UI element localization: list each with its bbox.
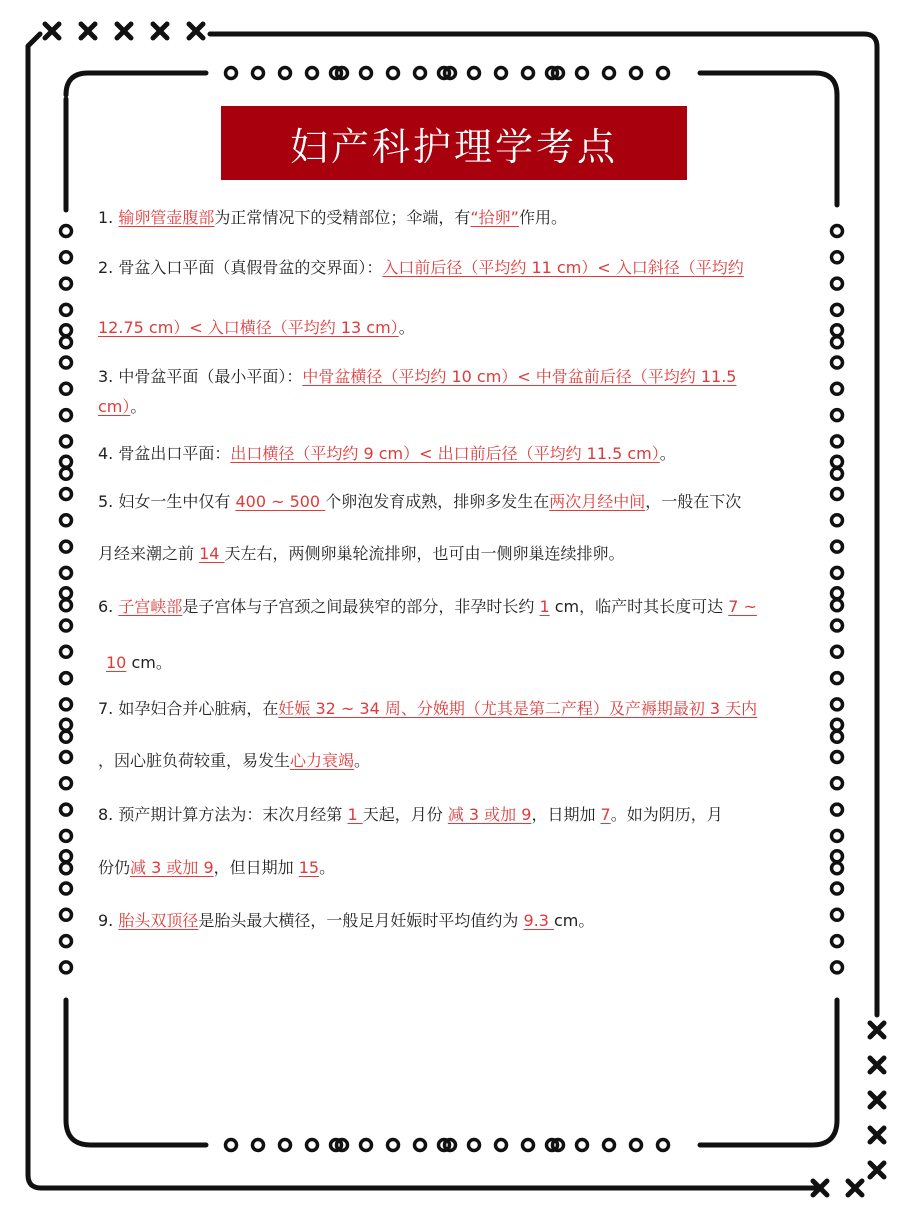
border-dot <box>832 909 843 920</box>
border-dot <box>253 68 264 79</box>
answer-blank: 1 <box>347 805 363 824</box>
border-dot <box>496 68 507 79</box>
border-dot <box>61 515 72 526</box>
list-item-continued: 份仍减 3 或加 9，但日期加 15。 <box>98 858 336 877</box>
border-dot <box>61 778 72 789</box>
border-dot <box>832 778 843 789</box>
border-dot <box>361 68 372 79</box>
answer-blank: 入口前后径（平均约 11 cm）< 入口斜径（平均约 <box>382 258 744 277</box>
border-dot <box>61 226 72 237</box>
border-dot <box>832 863 843 874</box>
border-dot <box>832 883 843 894</box>
border-dot <box>61 719 72 730</box>
border-dot <box>388 1140 399 1151</box>
border-dot <box>832 226 843 237</box>
list-item: 1. 输卵管壶腹部为正常情况下的受精部位；伞端，有“拾卵”作用。 <box>98 208 567 227</box>
list-item: 6. 子宫峡部是子宫体与子宫颈之间最狭窄的部分，非孕时长约 1 cm，临产时其长度可达 7 ~ <box>98 597 757 616</box>
answer-blank: 出口横径（平均约 9 cm）< 出口前后径（平均约 11.5 cm） <box>230 444 660 463</box>
border-dot <box>832 600 843 611</box>
answer-blank: 子宫峡部 <box>118 597 183 616</box>
border-dot <box>523 1140 534 1151</box>
cross-mark <box>870 1163 884 1177</box>
border-dot <box>61 468 72 479</box>
cross-mark <box>870 1023 884 1037</box>
cross-mark <box>870 1128 884 1142</box>
cross-mark <box>870 1093 884 1107</box>
border-dot <box>61 383 72 394</box>
border-dot <box>61 304 72 315</box>
border-dot <box>832 673 843 684</box>
border-dot <box>832 337 843 348</box>
border-dot <box>61 620 72 631</box>
border-dot <box>61 962 72 973</box>
border-dot <box>523 68 534 79</box>
list-item-continued: 10 cm。 <box>106 653 172 672</box>
border-dot <box>61 357 72 368</box>
border-dot <box>658 68 669 79</box>
border-dot <box>832 936 843 947</box>
list-item: 7. 如孕妇合并心脏病，在妊娠 32 ~ 34 周、分娩期（尤其是第二产程）及产褥期最初 3 天内 <box>98 699 758 718</box>
border-dot <box>415 1140 426 1151</box>
cross-mark <box>117 24 131 38</box>
border-dot <box>61 646 72 657</box>
border-dot <box>61 588 72 599</box>
border-dot <box>388 68 399 79</box>
list-item-continued: ，因心脏负荷较重，易发生心力衰竭。 <box>98 751 371 770</box>
border-dot <box>61 600 72 611</box>
answer-blank: 胎头双顶径 <box>118 911 199 930</box>
border-dot <box>604 68 615 79</box>
answer-blank: 7 <box>600 805 611 824</box>
border-dot <box>832 410 843 421</box>
border-dot <box>832 699 843 710</box>
border-dot <box>832 962 843 973</box>
border-dot <box>832 731 843 742</box>
border-dot <box>832 830 843 841</box>
border-dot <box>226 68 237 79</box>
border-dot <box>832 620 843 631</box>
list-item: 8. 预产期计算方法为：末次月经第 1 天起，月份 减 3 或加 9，日期加 7。如为阴历，月 <box>98 805 723 824</box>
border-dot <box>61 752 72 763</box>
border-dot <box>61 804 72 815</box>
border-dot <box>832 752 843 763</box>
border-dot <box>469 68 480 79</box>
border-dot <box>832 851 843 862</box>
answer-blank: 妊娠 32 ~ 34 周、分娩期（尤其是第二产程）及产褥期最初 3 天内 <box>278 699 758 718</box>
border-dot <box>61 337 72 348</box>
border-dot <box>61 489 72 500</box>
border-dot <box>61 252 72 263</box>
border-dot <box>61 541 72 552</box>
border-dot <box>832 304 843 315</box>
border-dot <box>604 1140 615 1151</box>
answer-blank: 输卵管壶腹部 <box>118 208 215 227</box>
border-dot <box>415 68 426 79</box>
border-dot <box>832 567 843 578</box>
answer-blank: 减 3 或加 9 <box>130 858 214 877</box>
border-dot <box>307 68 318 79</box>
cross-mark <box>848 1181 862 1195</box>
border-dot <box>832 515 843 526</box>
border-dot <box>832 278 843 289</box>
border-dot <box>832 357 843 368</box>
border-dot <box>832 646 843 657</box>
cross-mark <box>870 1058 884 1072</box>
border-dot <box>832 541 843 552</box>
border-dot <box>832 436 843 447</box>
border-dot <box>631 1140 642 1151</box>
border-dot <box>577 1140 588 1151</box>
answer-blank: 9.3 <box>523 911 554 930</box>
answer-blank: 14 <box>199 544 225 563</box>
border-dot <box>469 1140 480 1151</box>
border-dot <box>226 1140 237 1151</box>
border-dot <box>832 456 843 467</box>
border-dot <box>61 851 72 862</box>
list-item: 3. 中骨盆平面（最小平面）：中骨盆横径（平均约 10 cm）< 中骨盆前后径（平均约 11.5 <box>98 367 737 386</box>
answer-blank: 400 ~ 500 <box>235 492 326 511</box>
border-dot <box>832 804 843 815</box>
border-dot <box>61 731 72 742</box>
cross-mark <box>45 24 59 38</box>
border-dot <box>61 567 72 578</box>
border-dot <box>61 325 72 336</box>
border-dot <box>280 68 291 79</box>
answer-blank: 两次月经中间 <box>549 492 646 511</box>
border-dot <box>61 436 72 447</box>
cross-mark <box>81 24 95 38</box>
border-dot <box>61 863 72 874</box>
border-dot <box>61 883 72 894</box>
border-dot <box>832 489 843 500</box>
border-dot <box>253 1140 264 1151</box>
border-dot <box>832 383 843 394</box>
border-dot <box>496 1140 507 1151</box>
border-dot <box>832 252 843 263</box>
list-item-continued: 12.75 cm）< 入口横径（平均约 13 cm）。 <box>98 318 415 337</box>
border-dot <box>832 588 843 599</box>
border-dot <box>61 909 72 920</box>
answer-blank: 心力衰竭 <box>290 751 355 770</box>
cross-mark <box>153 24 167 38</box>
answer-blank: 10 <box>106 653 127 672</box>
border-dot <box>361 1140 372 1151</box>
answer-blank: 12.75 cm）< 入口横径（平均约 13 cm） <box>98 318 399 337</box>
answer-blank: 7 ~ <box>728 597 757 616</box>
page-title: 妇产科护理学考点 <box>221 106 687 180</box>
border-dot <box>61 699 72 710</box>
list-item: 5. 妇女一生中仅有 400 ~ 500 个卵泡发育成熟，排卵多发生在两次月经中间，一般在下次 <box>98 492 742 511</box>
answer-blank: “拾卵” <box>470 208 519 227</box>
list-item: 2. 骨盆入口平面（真假骨盆的交界面）：入口前后径（平均约 11 cm）< 入口斜径（平均约 <box>98 258 744 277</box>
border-dot <box>832 468 843 479</box>
border-dot <box>658 1140 669 1151</box>
answer-blank: cm） <box>98 397 131 416</box>
cross-mark <box>189 24 203 38</box>
border-dot <box>832 719 843 730</box>
border-dot <box>61 673 72 684</box>
border-dot <box>631 68 642 79</box>
list-item-continued: cm）。 <box>98 397 147 416</box>
border-dot <box>280 1140 291 1151</box>
list-item: 4. 骨盆出口平面：出口横径（平均约 9 cm）< 出口前后径（平均约 11.5 cm）。 <box>98 444 676 463</box>
border-dot <box>832 325 843 336</box>
list-item-continued: 月经来潮之前 14 天左右，两侧卵巢轮流排卵，也可由一侧卵巢连续排卵。 <box>98 544 625 563</box>
answer-blank: 1 <box>539 597 550 616</box>
border-dot <box>61 278 72 289</box>
answer-blank: 15 <box>298 858 320 877</box>
border-dot <box>61 410 72 421</box>
border-dot <box>307 1140 318 1151</box>
border-dot <box>577 68 588 79</box>
answer-blank: 中骨盆横径（平均约 10 cm）< 中骨盆前后径（平均约 11.5 <box>302 367 737 386</box>
list-item: 9. 胎头双顶径是胎头最大横径，一般足月妊娠时平均值约为 9.3 cm。 <box>98 911 595 930</box>
border-dot <box>61 830 72 841</box>
border-dot <box>61 936 72 947</box>
border-dot <box>61 456 72 467</box>
answer-blank: 减 3 或加 9 <box>447 805 532 824</box>
